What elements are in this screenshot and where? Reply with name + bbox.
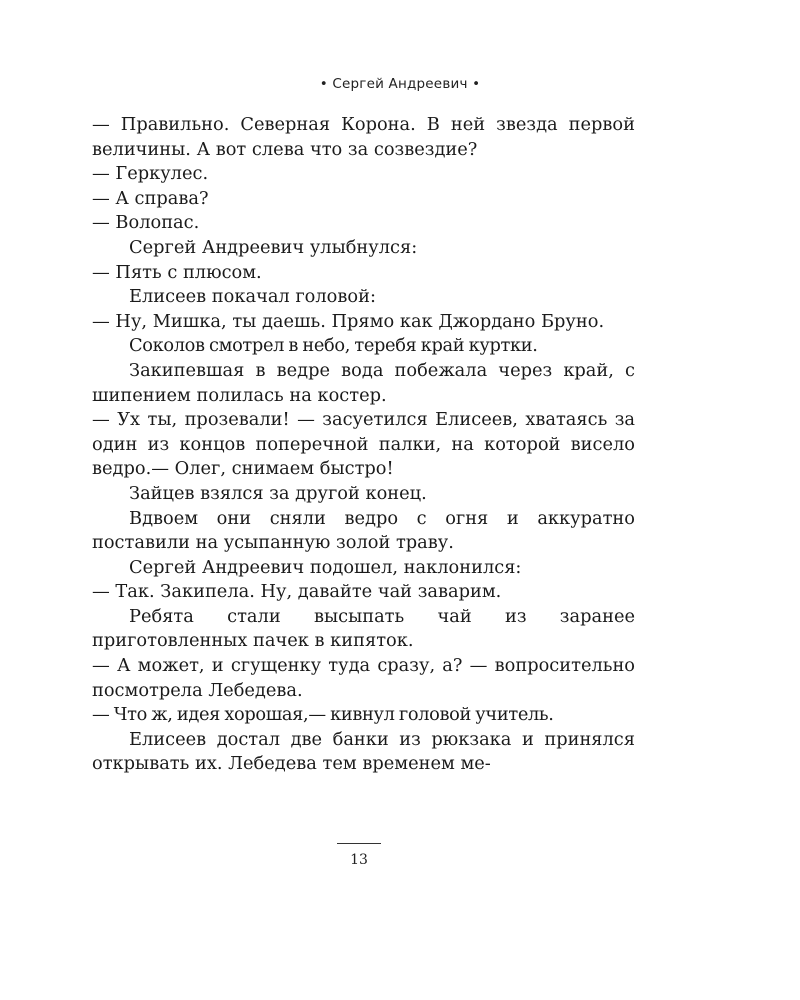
paragraph: — Пять с плюсом. [92, 261, 262, 283]
body-text [92, 113, 635, 777]
paragraph: — Что ж, идея хорошая,— кивнул головой учитель. [92, 704, 554, 726]
paragraph: — Ух ты, прозевали! — засуетился Елисеев, хватаясь за один из концов поперечной палки, на которой висело ведро.— Олег, снимаем быстро! [92, 409, 635, 480]
page-number: 13 [350, 852, 368, 868]
paragraph: Елисеев покачал головой: [129, 286, 376, 308]
paragraph: — Волопас. [92, 212, 200, 234]
paragraph: Вдвоем они сняли ведро с огня и аккуратно поставили на усыпанную золой траву. [92, 507, 635, 554]
paragraph: — Ну, Мишка, ты даешь. Прямо как Джордано Бруно. [92, 310, 605, 332]
paragraph: — Так. Закипела. Ну, давайте чай заварим. [92, 581, 502, 603]
paragraph: Елисеев достал две банки из рюкзака и принялся открывать их. Лебедева тем временем ме- [92, 728, 635, 775]
paragraph: — А справа? [92, 187, 209, 209]
paragraph: Сергей Андреевич улыбнулся: [129, 236, 418, 258]
paragraph: — А может, и сгущенку туда сразу, а? — вопросительно посмотрела Лебедева. [92, 655, 635, 701]
running-head: • Сергей Андреевич • [319, 76, 481, 92]
paragraph: Закипевшая в ведре вода побежала через край, с шипением полилась на костер. [92, 359, 635, 406]
footer-rule [337, 843, 381, 844]
paragraph: Зайцев взялся за другой конец. [129, 482, 427, 504]
paragraph: — Геркулес. [92, 163, 209, 185]
paragraph: Соколов смотрел в небо, теребя край куртки. [129, 335, 538, 357]
paragraph: Ребята стали высыпать чай из заранее приготовленных пачек в кипяток. [92, 605, 635, 652]
paragraph: Сергей Андреевич подошел, наклонился: [129, 556, 522, 578]
paragraph: — Правильно. Северная Корона. В ней звезда первой величины. А вот слева что за созвездие? [92, 114, 635, 160]
